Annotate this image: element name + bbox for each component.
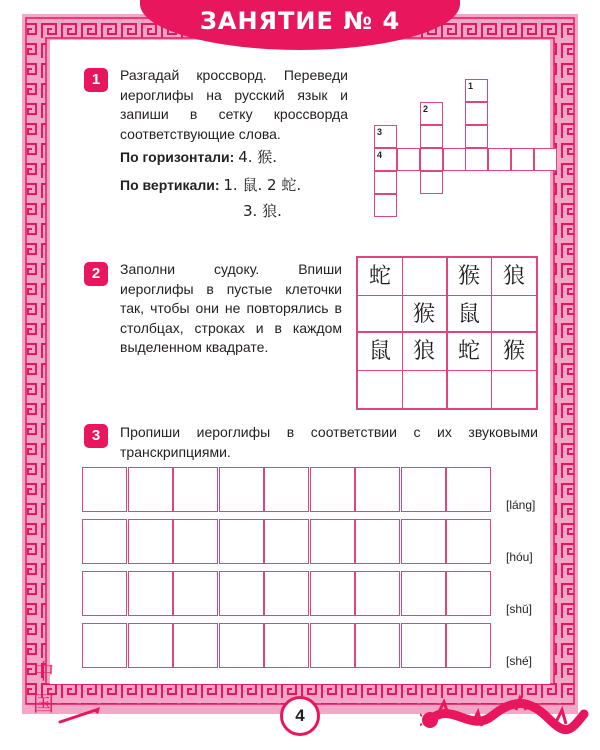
sudoku-cell[interactable] <box>492 371 537 409</box>
writing-cell[interactable] <box>355 623 400 668</box>
writing-cell[interactable] <box>82 519 127 564</box>
crossword-cell[interactable] <box>534 148 557 171</box>
sudoku-grid <box>356 256 538 410</box>
sudoku-cell[interactable] <box>358 296 403 334</box>
crossword-cell[interactable] <box>443 148 466 171</box>
writing-cell[interactable] <box>128 519 173 564</box>
crossword-number: 4 <box>377 150 383 160</box>
side-char-2: 国 <box>33 692 54 716</box>
page-title: ЗАНЯТИЕ № 4 <box>199 7 401 35</box>
writing-cell[interactable] <box>401 467 446 512</box>
writing-cell[interactable] <box>310 467 355 512</box>
writing-cell[interactable] <box>310 519 355 564</box>
writing-cell[interactable] <box>128 623 173 668</box>
crossword-cell[interactable] <box>465 125 488 148</box>
writing-cell[interactable] <box>401 623 446 668</box>
pinyin-label: [shǔ] <box>506 602 533 616</box>
task2-instruction: Заполни судоку. Впиши иероглифы в пустые клеточки так, чтобы они не повторялись в столбцах, строках и в каждом выделенном квадрате. <box>120 261 342 355</box>
writing-cell[interactable] <box>264 467 309 512</box>
sudoku-cell[interactable]: 蛇 <box>447 333 492 371</box>
side-char-1: 中 <box>33 660 54 684</box>
task1-instruction: Разгадай кроссворд. Переведи иероглифы на русский язык и запиши в сетку кроссворда соответствующие слова. <box>120 67 348 142</box>
writing-cell[interactable] <box>173 467 218 512</box>
writing-cell[interactable] <box>355 467 400 512</box>
crossword-number: 3 <box>377 127 383 137</box>
crossword-cell[interactable] <box>511 148 534 171</box>
pinyin-label: [láng] <box>506 498 536 512</box>
pinyin-label: [hóu] <box>506 550 533 564</box>
writing-cell[interactable] <box>128 467 173 512</box>
writing-cell[interactable] <box>173 571 218 616</box>
writing-cell[interactable] <box>82 571 127 616</box>
sudoku-cell[interactable]: 鼠 <box>447 296 492 334</box>
brush-icon <box>56 706 102 730</box>
sudoku-cell[interactable]: 猴 <box>492 333 537 371</box>
task1-vertical-2 <box>243 200 282 221</box>
crossword-cell[interactable] <box>420 125 443 148</box>
writing-cell[interactable] <box>264 623 309 668</box>
writing-cell[interactable] <box>219 467 264 512</box>
task3-number: 3 <box>84 424 108 448</box>
writing-cell[interactable] <box>173 623 218 668</box>
sudoku-cell[interactable] <box>492 296 537 334</box>
writing-cell[interactable] <box>82 467 127 512</box>
writing-cell[interactable] <box>219 519 264 564</box>
sudoku-cell[interactable]: 蛇 <box>358 258 403 296</box>
writing-cell[interactable] <box>173 519 218 564</box>
writing-cell[interactable] <box>310 571 355 616</box>
crossword-cell[interactable] <box>465 102 488 125</box>
sudoku-cell[interactable]: 鼠 <box>358 333 403 371</box>
writing-cell[interactable] <box>355 571 400 616</box>
task1-vertical <box>120 174 301 195</box>
sudoku-cell[interactable] <box>403 371 448 409</box>
horizontal-clue: 4. 猴. <box>238 148 278 166</box>
page-number: 4 <box>280 696 320 736</box>
crossword-cell[interactable] <box>374 125 397 148</box>
task1-horizontal <box>120 146 277 167</box>
vertical-clue-1: 1. 鼠. 2 蛇. <box>223 176 302 194</box>
sudoku-cell[interactable] <box>403 258 448 296</box>
crossword-cell[interactable] <box>374 171 397 194</box>
crossword-cell[interactable] <box>488 148 511 171</box>
sudoku-cell[interactable] <box>447 371 492 409</box>
writing-cell[interactable] <box>446 519 491 564</box>
task3-instruction: Пропиши иероглифы в соответствии с их звуковыми транскрипциями. <box>120 424 538 460</box>
writing-cell[interactable] <box>446 571 491 616</box>
sudoku-cell[interactable]: 狼 <box>492 258 537 296</box>
vertical-label: По вертикали: <box>120 177 220 193</box>
crossword-cell[interactable] <box>465 79 488 102</box>
crossword-number: 1 <box>468 81 474 91</box>
crossword-cell[interactable] <box>420 171 443 194</box>
writing-cell[interactable] <box>128 571 173 616</box>
crossword-cell[interactable] <box>420 148 443 171</box>
writing-cell[interactable] <box>82 623 127 668</box>
crossword-cell[interactable] <box>465 148 488 171</box>
writing-cell[interactable] <box>401 571 446 616</box>
sudoku-cell[interactable] <box>358 371 403 409</box>
writing-cell[interactable] <box>264 571 309 616</box>
writing-cell[interactable] <box>401 519 446 564</box>
writing-cell[interactable] <box>219 623 264 668</box>
sudoku-cell[interactable]: 猴 <box>403 296 448 334</box>
writing-cell[interactable] <box>446 467 491 512</box>
writing-cell[interactable] <box>264 519 309 564</box>
writing-cell[interactable] <box>219 571 264 616</box>
crossword-number: 2 <box>423 104 429 114</box>
writing-cell[interactable] <box>310 623 355 668</box>
crossword-cell[interactable] <box>397 148 420 171</box>
crossword-cell[interactable] <box>374 148 397 171</box>
pinyin-label: [shé] <box>506 654 533 668</box>
task1-number: 1 <box>84 68 108 92</box>
crossword-cell[interactable] <box>420 102 443 125</box>
task2-number: 2 <box>84 262 108 286</box>
vertical-clue-2: 3. 狼. <box>243 202 282 220</box>
crossword-cell[interactable] <box>374 194 397 217</box>
sudoku-cell[interactable]: 狼 <box>403 333 448 371</box>
horizontal-label: По горизонтали: <box>120 149 235 165</box>
dragon-icon <box>420 688 590 748</box>
sudoku-cell[interactable]: 猴 <box>447 258 492 296</box>
writing-cell[interactable] <box>446 623 491 668</box>
writing-cell[interactable] <box>355 519 400 564</box>
